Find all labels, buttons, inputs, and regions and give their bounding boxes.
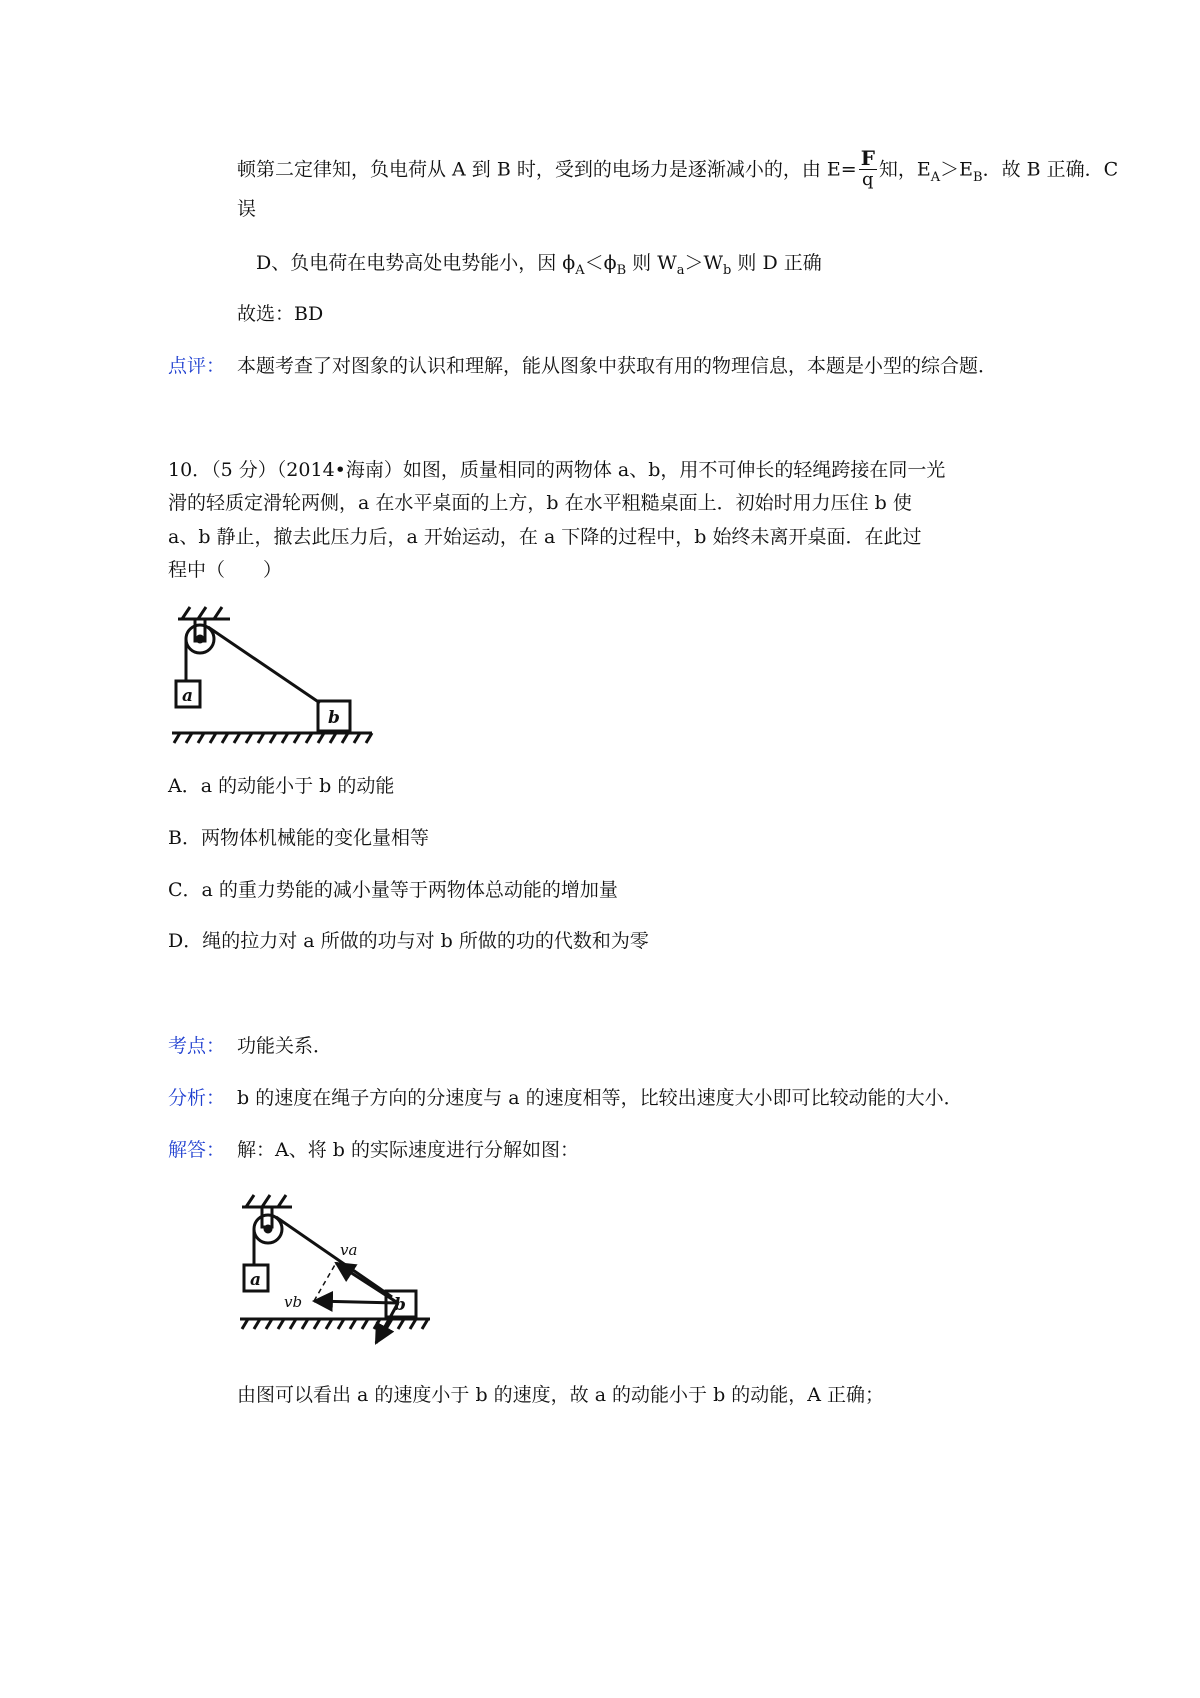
question-line-3: a、b 静止，撤去此压力后，a 开始运动，在 a 下降的过程中，b 始终未离开桌面．在此过 [168, 526, 922, 548]
option-a: A．a 的动能小于 b 的动能 [168, 775, 395, 797]
block-a-label-2: a [250, 1270, 262, 1290]
comment-text: 本题考查了对图象的认识和理解，能从图象中获取有用的物理信息，本题是小型的综合题． [237, 355, 998, 377]
fenxi-text: b 的速度在绳子方向的分速度与 a 的速度相等，比较出速度大小即可比较动能的大小． [237, 1087, 963, 1109]
question-line-1: 10．（5 分）（2014•海南）如图，质量相同的两物体 a、b，用不可伸长的轻绳跨接在同一光 [168, 459, 946, 481]
block-b-label-2: b [394, 1295, 406, 1315]
block-a-label: a [182, 686, 194, 706]
va-label: va [340, 1241, 358, 1259]
conclusion-text: 由图可以看出 a 的速度小于 b 的速度，故 a 的动能小于 b 的动能，A 正确； [237, 1384, 885, 1406]
analysis-option-d: D、负电荷在电势高处电势能小，因 $\phi_A<\phi_B$ 则 $W_a>W_b$ 则 D 正确 [256, 252, 822, 278]
jieda-text: 解：A、将 b 的实际速度进行分解如图： [237, 1139, 579, 1161]
block-b-label: b [328, 708, 340, 728]
pulley-diagram [168, 605, 378, 745]
question-line-2: 滑的轻质定滑轮两侧，a 在水平桌面的上方，b 在水平粗糙桌面上．初始时用力压住 b 使 [168, 492, 912, 514]
vb-label: vb [284, 1293, 303, 1311]
comment-label: 点评： [168, 355, 226, 377]
analysis-line-2: 误 [237, 198, 257, 220]
jieda-label: 解答： [168, 1139, 226, 1161]
analysis-line-1: 顿第二定律知，负电荷从 A 到 B 时，受到的电场力是逐渐减小的，由 E= $\frac{F}{q}$ 知，$E_A>E_B$．故 B 正确．C [237, 146, 1119, 190]
answer-choice: 故选：BD [237, 303, 324, 325]
fenxi-label: 分析： [168, 1087, 226, 1109]
kaodian-text: 功能关系． [237, 1035, 333, 1057]
kaodian-label: 考点： [168, 1035, 226, 1057]
option-c: C．a 的重力势能的减小量等于两物体总动能的增加量 [168, 879, 618, 901]
option-b: B．两物体机械能的变化量相等 [168, 827, 429, 849]
fraction-f-over-q: $\frac{F}{q}$ [860, 146, 875, 190]
question-line-4: 程中（ ） [168, 559, 283, 581]
velocity-decomposition-diagram [236, 1193, 436, 1353]
option-d: D．绳的拉力对 a 所做的功与对 b 所做的功的代数和为零 [168, 930, 649, 952]
